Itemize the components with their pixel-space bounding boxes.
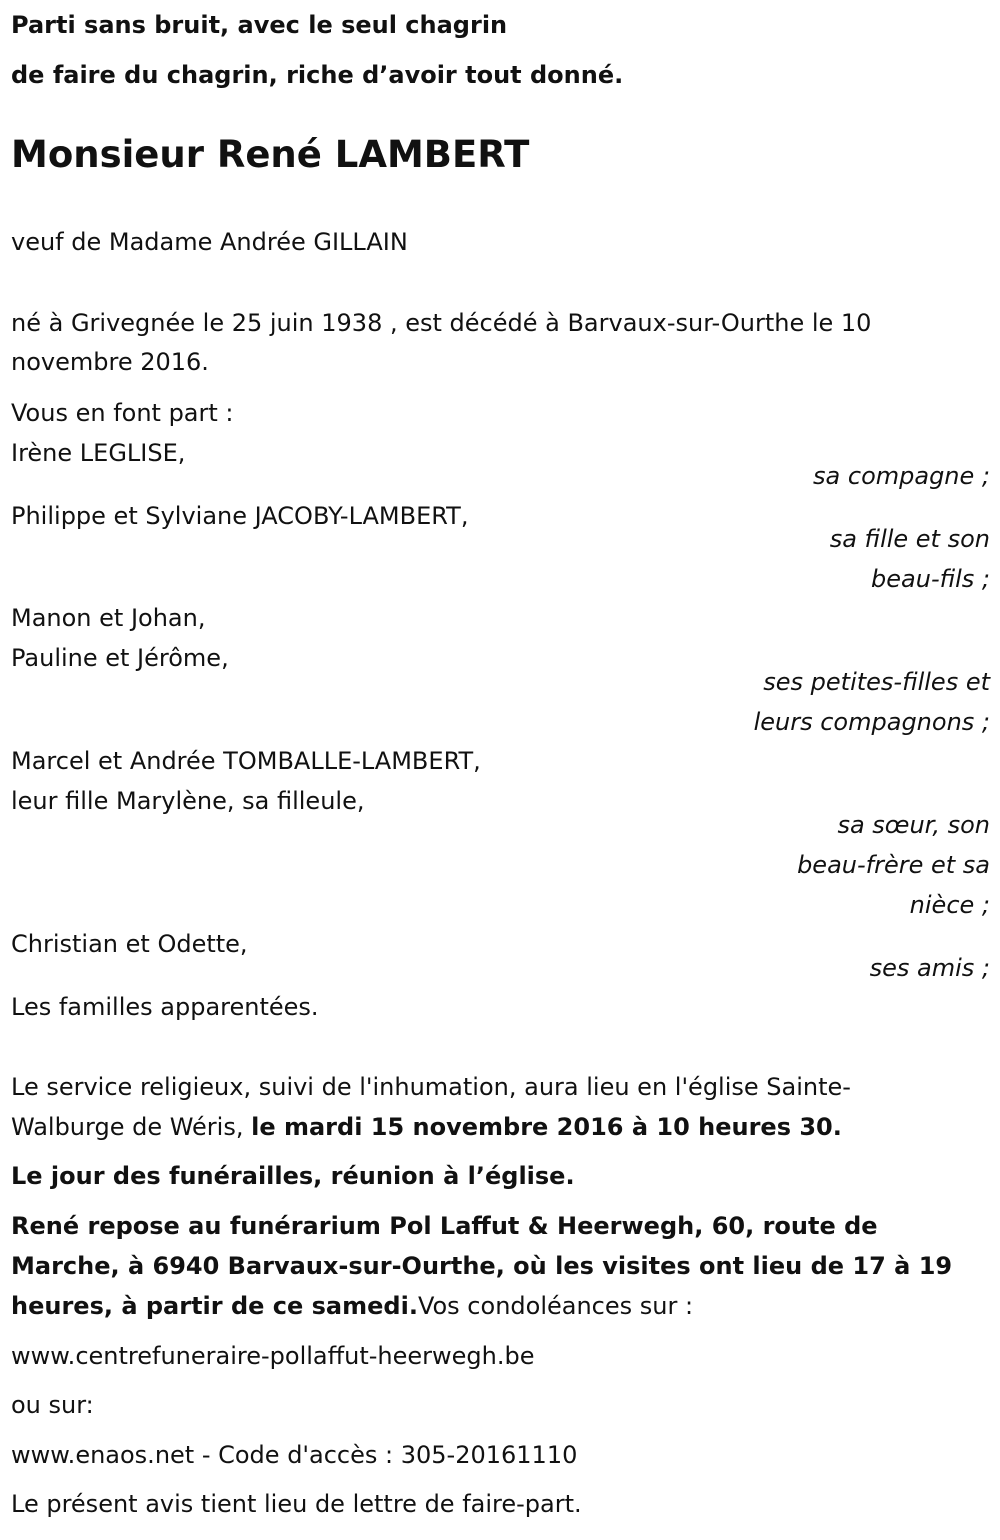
epitaph-line-2: de faire du chagrin, riche d’avoir tout donné.: [11, 61, 624, 89]
family-relation: sa compagne ;: [813, 462, 990, 490]
service-date: le mardi 15 novembre 2016 à 10 heures 30.: [251, 1113, 842, 1141]
family-name: leur fille Marylène, sa filleule,: [11, 787, 365, 815]
family-relation: sa sœur, son: [837, 811, 990, 839]
family-name: Pauline et Jérôme,: [11, 644, 229, 672]
rest-line-2: Marche, à 6940 Barvaux-sur-Ourthe, où les visites ont lieu de 17 à 19: [11, 1252, 953, 1280]
family-name: Irène LEGLISE,: [11, 439, 186, 467]
family-relation: beau-fils ;: [871, 565, 990, 593]
family-name: Manon et Johan,: [11, 604, 206, 632]
rest-line-3: [11, 1291, 693, 1321]
closing-line: Le présent avis tient lieu de lettre de faire-part.: [11, 1490, 582, 1518]
website-link-1[interactable]: www.centrefuneraire-pollaffut-heerwegh.be: [11, 1342, 535, 1370]
epitaph-line-1: Parti sans bruit, avec le seul chagrin: [11, 11, 508, 39]
family-relation: sa fille et son: [829, 525, 990, 553]
related-families: Les familles apparentées.: [11, 993, 319, 1021]
family-name: Philippe et Sylviane JACOBY-LAMBERT,: [11, 502, 469, 530]
family-relation: leurs compagnons ;: [753, 708, 990, 736]
service-place: Walburge de Wéris,: [11, 1113, 252, 1141]
condolences-label: Vos condoléances sur :: [417, 1292, 694, 1320]
intro-line: Vous en font part :: [11, 399, 234, 427]
website-link-2[interactable]: www.enaos.net - Code d'accès : 305-20161110: [11, 1441, 578, 1469]
birth-death-line-1: né à Grivegnée le 25 juin 1938 , est décédé à Barvaux-sur-Ourthe le 10: [11, 309, 872, 337]
family-relation: ses petites-filles et: [763, 668, 990, 696]
rest-line-1: René repose au funérarium Pol Laffut & Heerwegh, 60, route de: [11, 1212, 878, 1240]
birth-death-line-2: novembre 2016.: [11, 348, 209, 376]
family-name: Marcel et Andrée TOMBALLE-LAMBERT,: [11, 747, 481, 775]
service-line-2: [11, 1112, 842, 1142]
service-line-1: Le service religieux, suivi de l'inhumation, aura lieu en l'église Sainte-: [11, 1073, 851, 1101]
family-relation: ses amis ;: [869, 954, 990, 982]
family-relation: nièce ;: [909, 891, 990, 919]
family-relation: beau-frère et sa: [797, 851, 990, 879]
deceased-name: Monsieur René LAMBERT: [11, 133, 530, 176]
or-on-line: ou sur:: [11, 1391, 94, 1419]
visit-times: heures, à partir de ce samedi.: [11, 1292, 418, 1320]
meeting-line: Le jour des funérailles, réunion à l’église.: [11, 1162, 575, 1190]
spouse-line: veuf de Madame Andrée GILLAIN: [11, 228, 408, 256]
family-name: Christian et Odette,: [11, 930, 248, 958]
